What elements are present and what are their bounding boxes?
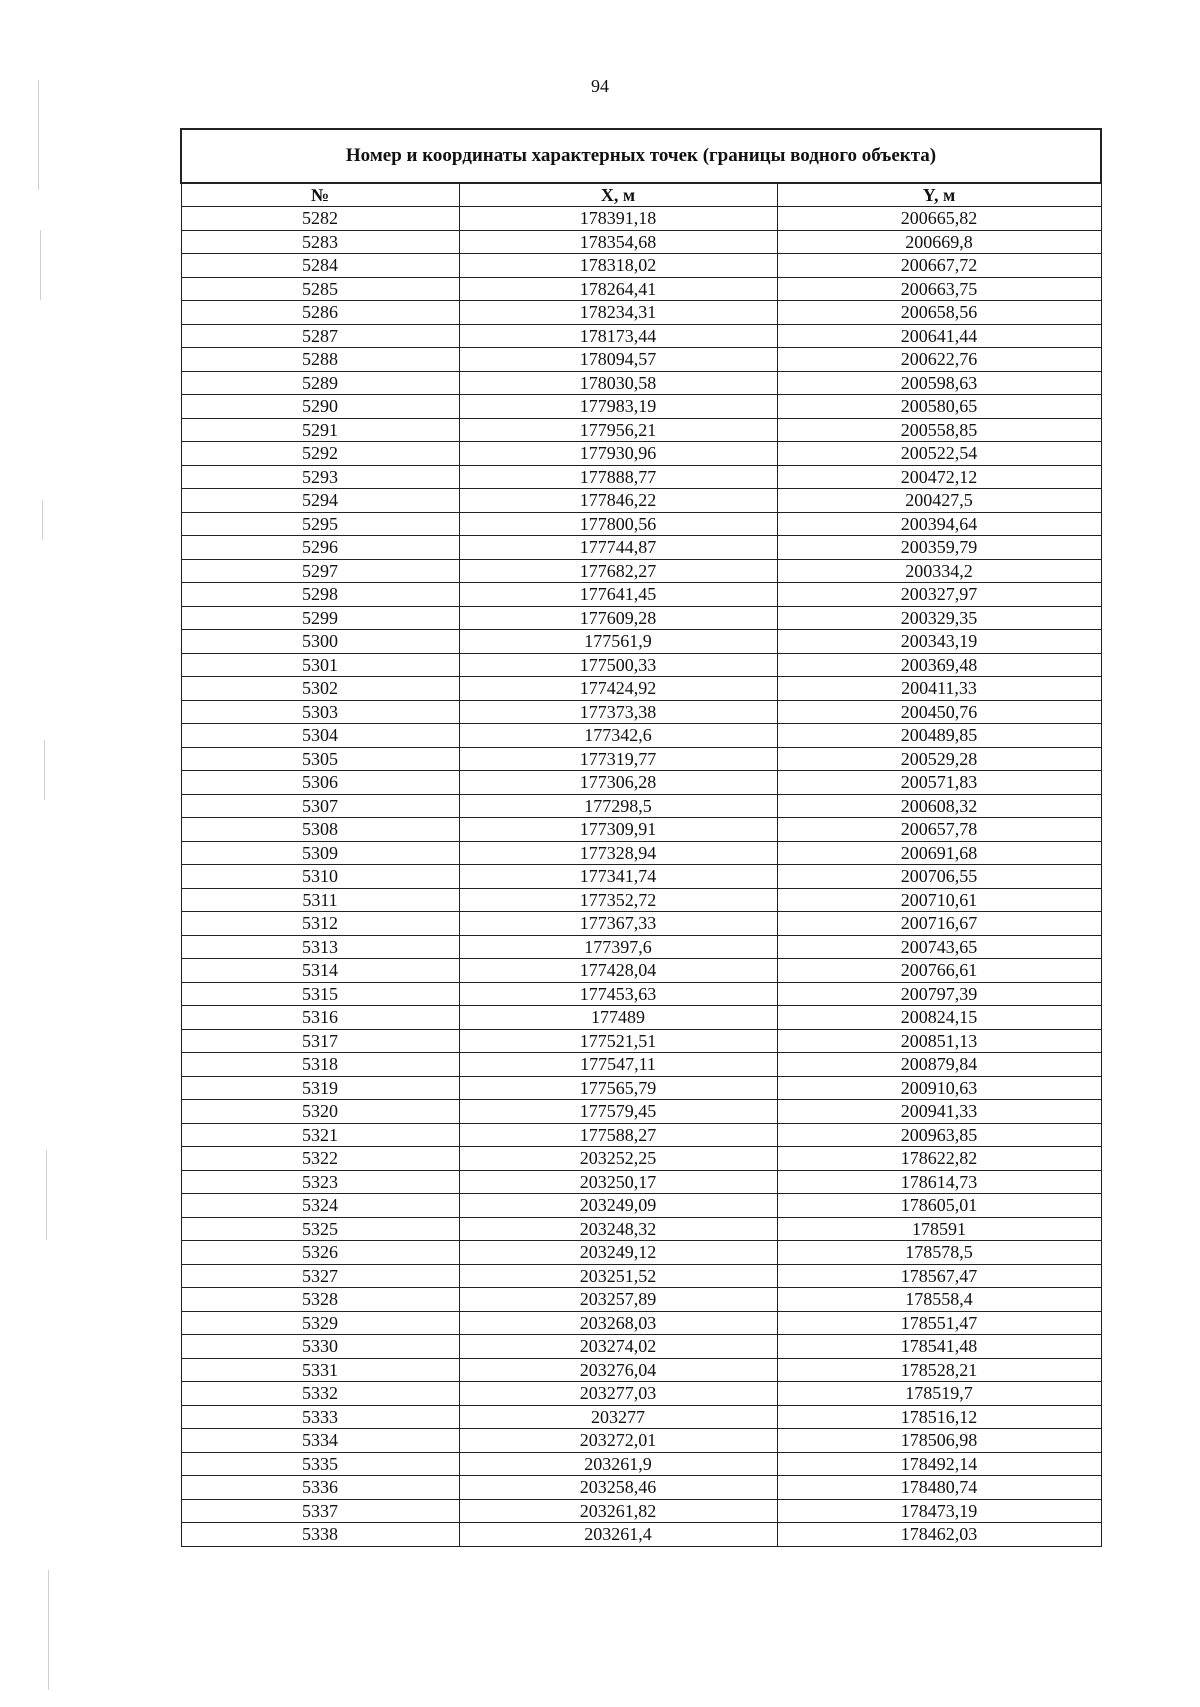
point-number-cell: 5326 (181, 1241, 459, 1265)
table-row (181, 1476, 1101, 1500)
x-coordinate-cell: 203250,17 (459, 1170, 777, 1194)
x-coordinate-cell: 203274,02 (459, 1335, 777, 1359)
y-coordinate-cell: 178480,74 (777, 1476, 1101, 1500)
table-row (181, 630, 1101, 654)
scan-artifact-line (42, 500, 43, 540)
table-row (181, 371, 1101, 395)
coordinates-table (180, 128, 1102, 1547)
point-number-cell: 5285 (181, 277, 459, 301)
scan-artifact-line (40, 230, 41, 300)
y-coordinate-cell: 200334,2 (777, 559, 1101, 583)
table-row (181, 606, 1101, 630)
y-coordinate-cell: 200766,61 (777, 959, 1101, 983)
x-coordinate-cell: 177547,11 (459, 1053, 777, 1077)
x-coordinate-cell: 203261,82 (459, 1499, 777, 1523)
x-coordinate-cell: 178094,57 (459, 348, 777, 372)
x-coordinate-cell: 177682,27 (459, 559, 777, 583)
point-number-cell: 5332 (181, 1382, 459, 1406)
x-coordinate-cell: 177888,77 (459, 465, 777, 489)
x-coordinate-cell: 203251,52 (459, 1264, 777, 1288)
point-number-cell: 5286 (181, 301, 459, 325)
table-row (181, 653, 1101, 677)
x-coordinate-cell: 177489 (459, 1006, 777, 1030)
point-number-cell: 5282 (181, 207, 459, 231)
x-coordinate-cell: 177983,19 (459, 395, 777, 419)
table-row (181, 559, 1101, 583)
y-coordinate-cell: 178541,48 (777, 1335, 1101, 1359)
y-coordinate-cell: 178578,5 (777, 1241, 1101, 1265)
x-coordinate-cell: 203261,4 (459, 1523, 777, 1547)
x-coordinate-cell: 177428,04 (459, 959, 777, 983)
table-row (181, 277, 1101, 301)
y-coordinate-cell: 200598,63 (777, 371, 1101, 395)
x-coordinate-cell: 203257,89 (459, 1288, 777, 1312)
point-number-cell: 5338 (181, 1523, 459, 1547)
point-number-cell: 5337 (181, 1499, 459, 1523)
y-coordinate-cell: 200327,97 (777, 583, 1101, 607)
point-number-cell: 5290 (181, 395, 459, 419)
table-row (181, 207, 1101, 231)
y-coordinate-cell: 200706,55 (777, 865, 1101, 889)
table-row (181, 1123, 1101, 1147)
table-row (181, 1029, 1101, 1053)
point-number-cell: 5294 (181, 489, 459, 513)
x-coordinate-cell: 203249,12 (459, 1241, 777, 1265)
point-number-cell: 5298 (181, 583, 459, 607)
point-number-cell: 5333 (181, 1405, 459, 1429)
table-row (181, 1382, 1101, 1406)
x-coordinate-cell: 177328,94 (459, 841, 777, 865)
table-row (181, 489, 1101, 513)
table-row (181, 1452, 1101, 1476)
table-row (181, 1358, 1101, 1382)
y-coordinate-cell: 200658,56 (777, 301, 1101, 325)
x-coordinate-cell: 203276,04 (459, 1358, 777, 1382)
point-number-cell: 5323 (181, 1170, 459, 1194)
x-coordinate-cell: 178264,41 (459, 277, 777, 301)
x-coordinate-cell: 203252,25 (459, 1147, 777, 1171)
y-coordinate-cell: 200329,35 (777, 606, 1101, 630)
table-row (181, 818, 1101, 842)
table-row (181, 1523, 1101, 1547)
y-coordinate-cell: 178551,47 (777, 1311, 1101, 1335)
table-row (181, 1217, 1101, 1241)
point-number-cell: 5325 (181, 1217, 459, 1241)
point-number-cell: 5297 (181, 559, 459, 583)
table-row (181, 1053, 1101, 1077)
x-coordinate-cell: 177744,87 (459, 536, 777, 560)
x-coordinate-cell: 203277 (459, 1405, 777, 1429)
point-number-cell: 5304 (181, 724, 459, 748)
table-row (181, 395, 1101, 419)
x-coordinate-cell: 177298,5 (459, 794, 777, 818)
x-coordinate-cell: 177397,6 (459, 935, 777, 959)
x-coordinate-cell: 177800,56 (459, 512, 777, 536)
y-coordinate-cell: 178605,01 (777, 1194, 1101, 1218)
point-number-cell: 5288 (181, 348, 459, 372)
point-number-cell: 5303 (181, 700, 459, 724)
table-row (181, 912, 1101, 936)
point-number-cell: 5311 (181, 888, 459, 912)
scan-artifact-line (46, 1150, 47, 1240)
x-coordinate-cell: 177521,51 (459, 1029, 777, 1053)
point-number-cell: 5299 (181, 606, 459, 630)
x-coordinate-cell: 177306,28 (459, 771, 777, 795)
y-coordinate-cell: 200641,44 (777, 324, 1101, 348)
y-coordinate-cell: 200710,61 (777, 888, 1101, 912)
table-row (181, 982, 1101, 1006)
y-coordinate-cell: 200716,67 (777, 912, 1101, 936)
point-number-cell: 5302 (181, 677, 459, 701)
y-coordinate-cell: 200657,78 (777, 818, 1101, 842)
y-coordinate-cell: 200359,79 (777, 536, 1101, 560)
x-coordinate-cell: 177641,45 (459, 583, 777, 607)
point-number-cell: 5324 (181, 1194, 459, 1218)
y-coordinate-cell: 200879,84 (777, 1053, 1101, 1077)
table-row (181, 771, 1101, 795)
y-coordinate-cell: 200394,64 (777, 512, 1101, 536)
y-coordinate-cell: 178473,19 (777, 1499, 1101, 1523)
point-number-cell: 5315 (181, 982, 459, 1006)
table-row (181, 1405, 1101, 1429)
y-coordinate-cell: 178462,03 (777, 1523, 1101, 1547)
y-coordinate-cell: 200691,68 (777, 841, 1101, 865)
table-row (181, 1311, 1101, 1335)
point-number-cell: 5322 (181, 1147, 459, 1171)
table-row (181, 700, 1101, 724)
table-row (181, 418, 1101, 442)
y-coordinate-cell: 178519,7 (777, 1382, 1101, 1406)
table-row (181, 1335, 1101, 1359)
table-caption: Номер и координаты характерных точек (границы водного объекта) (181, 129, 1101, 183)
y-coordinate-cell: 200963,85 (777, 1123, 1101, 1147)
x-coordinate-cell: 178318,02 (459, 254, 777, 278)
x-coordinate-cell: 177500,33 (459, 653, 777, 677)
point-number-cell: 5291 (181, 418, 459, 442)
y-coordinate-cell: 178591 (777, 1217, 1101, 1241)
point-number-cell: 5321 (181, 1123, 459, 1147)
x-coordinate-cell: 178354,68 (459, 230, 777, 254)
y-coordinate-cell: 200522,54 (777, 442, 1101, 466)
y-coordinate-cell: 200411,33 (777, 677, 1101, 701)
table-row (181, 865, 1101, 889)
point-number-cell: 5331 (181, 1358, 459, 1382)
y-coordinate-cell: 200608,32 (777, 794, 1101, 818)
point-number-cell: 5317 (181, 1029, 459, 1053)
column-header-x: X, м (459, 183, 777, 207)
scan-artifact-line (48, 1570, 49, 1690)
y-coordinate-cell: 200450,76 (777, 700, 1101, 724)
point-number-cell: 5309 (181, 841, 459, 865)
x-coordinate-cell: 203249,09 (459, 1194, 777, 1218)
y-coordinate-cell: 200529,28 (777, 747, 1101, 771)
y-coordinate-cell: 200489,85 (777, 724, 1101, 748)
point-number-cell: 5306 (181, 771, 459, 795)
y-coordinate-cell: 200472,12 (777, 465, 1101, 489)
table-row (181, 888, 1101, 912)
point-number-cell: 5335 (181, 1452, 459, 1476)
y-coordinate-cell: 200824,15 (777, 1006, 1101, 1030)
y-coordinate-cell: 200369,48 (777, 653, 1101, 677)
page-number: 94 (591, 76, 609, 96)
table-row (181, 1264, 1101, 1288)
scan-artifact-line (44, 740, 45, 800)
y-coordinate-cell: 178567,47 (777, 1264, 1101, 1288)
table-row (181, 1429, 1101, 1453)
x-coordinate-cell: 177579,45 (459, 1100, 777, 1124)
x-coordinate-cell: 177424,92 (459, 677, 777, 701)
point-number-cell: 5300 (181, 630, 459, 654)
table-row (181, 324, 1101, 348)
table-row (181, 583, 1101, 607)
y-coordinate-cell: 200663,75 (777, 277, 1101, 301)
x-coordinate-cell: 203268,03 (459, 1311, 777, 1335)
table-row (181, 959, 1101, 983)
column-header-y: Y, м (777, 183, 1101, 207)
point-number-cell: 5296 (181, 536, 459, 560)
table-row (181, 841, 1101, 865)
table-row (181, 301, 1101, 325)
table-row (181, 1194, 1101, 1218)
x-coordinate-cell: 203261,9 (459, 1452, 777, 1476)
point-number-cell: 5293 (181, 465, 459, 489)
point-number-cell: 5284 (181, 254, 459, 278)
x-coordinate-cell: 177352,72 (459, 888, 777, 912)
x-coordinate-cell: 203258,46 (459, 1476, 777, 1500)
point-number-cell: 5316 (181, 1006, 459, 1030)
y-coordinate-cell: 178622,82 (777, 1147, 1101, 1171)
point-number-cell: 5295 (181, 512, 459, 536)
point-number-cell: 5292 (181, 442, 459, 466)
table-row (181, 1241, 1101, 1265)
table-row (181, 1499, 1101, 1523)
point-number-cell: 5308 (181, 818, 459, 842)
point-number-cell: 5320 (181, 1100, 459, 1124)
table-row (181, 230, 1101, 254)
coordinates-table-container (180, 128, 1100, 1547)
column-header-number: № (181, 183, 459, 207)
y-coordinate-cell: 200558,85 (777, 418, 1101, 442)
y-coordinate-cell: 200743,65 (777, 935, 1101, 959)
point-number-cell: 5305 (181, 747, 459, 771)
table-row (181, 677, 1101, 701)
x-coordinate-cell: 177846,22 (459, 489, 777, 513)
x-coordinate-cell: 177588,27 (459, 1123, 777, 1147)
x-coordinate-cell: 177342,6 (459, 724, 777, 748)
table-row (181, 536, 1101, 560)
table-row (181, 348, 1101, 372)
y-coordinate-cell: 200580,65 (777, 395, 1101, 419)
table-row (181, 254, 1101, 278)
y-coordinate-cell: 178614,73 (777, 1170, 1101, 1194)
x-coordinate-cell: 178391,18 (459, 207, 777, 231)
x-coordinate-cell: 177319,77 (459, 747, 777, 771)
x-coordinate-cell: 177453,63 (459, 982, 777, 1006)
x-coordinate-cell: 177956,21 (459, 418, 777, 442)
point-number-cell: 5313 (181, 935, 459, 959)
table-row (181, 724, 1101, 748)
point-number-cell: 5307 (181, 794, 459, 818)
x-coordinate-cell: 203272,01 (459, 1429, 777, 1453)
x-coordinate-cell: 177930,96 (459, 442, 777, 466)
y-coordinate-cell: 200571,83 (777, 771, 1101, 795)
x-coordinate-cell: 178030,58 (459, 371, 777, 395)
y-coordinate-cell: 178528,21 (777, 1358, 1101, 1382)
table-row (181, 1170, 1101, 1194)
y-coordinate-cell: 178506,98 (777, 1429, 1101, 1453)
point-number-cell: 5336 (181, 1476, 459, 1500)
y-coordinate-cell: 200851,13 (777, 1029, 1101, 1053)
point-number-cell: 5314 (181, 959, 459, 983)
x-coordinate-cell: 203248,32 (459, 1217, 777, 1241)
x-coordinate-cell: 177561,9 (459, 630, 777, 654)
point-number-cell: 5329 (181, 1311, 459, 1335)
table-body (181, 207, 1101, 1547)
point-number-cell: 5287 (181, 324, 459, 348)
x-coordinate-cell: 177565,79 (459, 1076, 777, 1100)
point-number-cell: 5328 (181, 1288, 459, 1312)
table-row (181, 1100, 1101, 1124)
table-row (181, 1006, 1101, 1030)
y-coordinate-cell: 200797,39 (777, 982, 1101, 1006)
y-coordinate-cell: 200343,19 (777, 630, 1101, 654)
x-coordinate-cell: 178234,31 (459, 301, 777, 325)
table-row (181, 512, 1101, 536)
y-coordinate-cell: 178558,4 (777, 1288, 1101, 1312)
table-row (181, 794, 1101, 818)
table-row (181, 747, 1101, 771)
point-number-cell: 5319 (181, 1076, 459, 1100)
y-coordinate-cell: 200910,63 (777, 1076, 1101, 1100)
table-caption-row (181, 129, 1101, 183)
y-coordinate-cell: 178516,12 (777, 1405, 1101, 1429)
point-number-cell: 5334 (181, 1429, 459, 1453)
point-number-cell: 5312 (181, 912, 459, 936)
y-coordinate-cell: 178492,14 (777, 1452, 1101, 1476)
point-number-cell: 5330 (181, 1335, 459, 1359)
x-coordinate-cell: 203277,03 (459, 1382, 777, 1406)
point-number-cell: 5283 (181, 230, 459, 254)
y-coordinate-cell: 200665,82 (777, 207, 1101, 231)
y-coordinate-cell: 200427,5 (777, 489, 1101, 513)
point-number-cell: 5289 (181, 371, 459, 395)
y-coordinate-cell: 200941,33 (777, 1100, 1101, 1124)
x-coordinate-cell: 178173,44 (459, 324, 777, 348)
y-coordinate-cell: 200622,76 (777, 348, 1101, 372)
x-coordinate-cell: 177373,38 (459, 700, 777, 724)
point-number-cell: 5301 (181, 653, 459, 677)
x-coordinate-cell: 177309,91 (459, 818, 777, 842)
point-number-cell: 5327 (181, 1264, 459, 1288)
point-number-cell: 5318 (181, 1053, 459, 1077)
x-coordinate-cell: 177341,74 (459, 865, 777, 889)
table-row (181, 1288, 1101, 1312)
x-coordinate-cell: 177609,28 (459, 606, 777, 630)
table-row (181, 465, 1101, 489)
y-coordinate-cell: 200669,8 (777, 230, 1101, 254)
table-row (181, 1147, 1101, 1171)
table-header-row (181, 183, 1101, 207)
point-number-cell: 5310 (181, 865, 459, 889)
table-row (181, 442, 1101, 466)
table-row (181, 935, 1101, 959)
x-coordinate-cell: 177367,33 (459, 912, 777, 936)
y-coordinate-cell: 200667,72 (777, 254, 1101, 278)
table-row (181, 1076, 1101, 1100)
